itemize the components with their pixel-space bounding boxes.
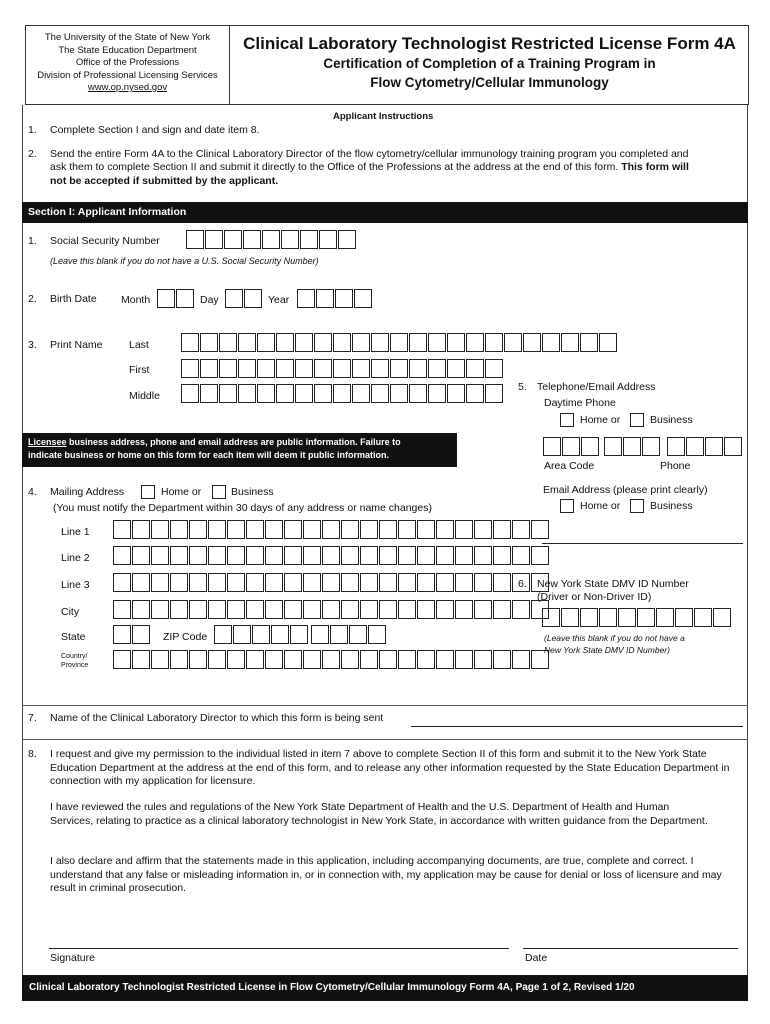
date-label: Date [525, 952, 548, 964]
form-subtitle-2: Flow Cytometry/Cellular Immunology [370, 75, 609, 90]
dmv-note-2: New York State DMV ID Number) [544, 645, 670, 655]
zip-input[interactable] [214, 625, 309, 644]
zip-label: ZIP Code [163, 631, 208, 643]
state-label: State [61, 631, 86, 643]
mailing-label: Mailing Address [50, 486, 125, 498]
section1-heading: Section I: Applicant Information [28, 206, 187, 218]
birth-month-input[interactable] [157, 289, 195, 308]
ssn-num: 1. [28, 235, 37, 247]
middle-name-label: Middle [129, 390, 160, 402]
dmv-num: 6. [518, 578, 527, 590]
left-rule [22, 105, 23, 975]
birth-label: Birth Date [50, 293, 97, 305]
email-input-line[interactable] [542, 543, 743, 544]
director-input-line[interactable] [411, 726, 743, 727]
middle-name-input[interactable] [181, 384, 504, 403]
email-home-checkbox[interactable] [560, 499, 574, 513]
email-business-checkbox[interactable] [630, 499, 644, 513]
birth-year-input[interactable] [297, 289, 373, 308]
birth-year-label: Year [268, 294, 290, 306]
birth-day-input[interactable] [225, 289, 263, 308]
mailing-business-label: Business [231, 486, 274, 498]
last-name-input[interactable] [181, 333, 618, 352]
section-divider [22, 705, 748, 706]
signature-line[interactable] [49, 948, 509, 949]
phone-num: 5. [518, 381, 527, 393]
right-rule [747, 105, 748, 975]
first-name-label: First [129, 364, 150, 376]
dmv-sub-label: (Driver or Non-Driver ID) [537, 591, 652, 603]
ssn-label: Social Security Number [50, 235, 160, 247]
area-code-input[interactable] [543, 437, 600, 456]
dmv-label: New York State DMV ID Number [537, 578, 689, 590]
address-line3-label: Line 3 [61, 579, 90, 591]
consent-para2: I have reviewed the rules and regulations of the New York State Department of Health and the U.S. Department of Health and Human Services, relating to practice as a clinical laboratory technologist in New York State, in accordance with written guidance from the Department. [50, 801, 708, 827]
org-line: Office of the Professions [75, 57, 180, 68]
country-label-2: Province [61, 662, 89, 669]
last-name-label: Last [129, 339, 149, 351]
form-title: Clinical Laboratory Technologist Restricted License Form 4A [243, 34, 736, 53]
mailing-home-checkbox[interactable] [141, 485, 155, 499]
instruction-2-text: ask them to complete Section II and submit it directly to the Office of the Professions at the address at the end of this form. [50, 161, 619, 173]
city-label: City [61, 606, 80, 618]
consent-num: 8. [28, 748, 37, 760]
address-line2-input[interactable] [113, 546, 550, 565]
area-code-label: Area Code [544, 460, 595, 472]
consent-para1: I request and give my permission to the individual listed in item 7 above to complete Section II of this form and submit it to the New York State Education Department at the address at the end of this form, and to release any other information requested by the State Education Department in connection with my application for licensure. [50, 748, 730, 787]
phone-prefix-input[interactable] [604, 437, 661, 456]
header-divider [229, 25, 230, 105]
ssn-note: (Leave this blank if you do not have a U.S. Social Security Number) [50, 256, 319, 266]
address-line1-input[interactable] [113, 520, 550, 539]
phone-sub-label: Phone [660, 460, 691, 472]
mailing-num: 4. [28, 486, 37, 498]
email-business-label: Business [650, 500, 693, 512]
consent-para3: I also declare and affirm that the statements made in this application, including accompanying documents, are true, complete and correct. I understand that any false or misleading information in, or in connection with, my application may be cause for denial or loss of licensure and may result in criminal prosecution. [50, 855, 722, 894]
org-line: The State Education Department [58, 44, 197, 56]
first-name-input[interactable] [181, 359, 504, 378]
footer-bar [22, 975, 748, 1001]
licensee-word: Licensee [28, 437, 67, 447]
signature-label: Signature [50, 952, 95, 964]
org-line: The University of the State of New York [44, 32, 211, 43]
phone-business-label: Business [650, 414, 693, 426]
birth-num: 2. [28, 293, 37, 305]
public-notice-line1: business address, phone and email address are public information. Failure to [66, 437, 401, 447]
phone-business-checkbox[interactable] [630, 413, 644, 427]
org-line: Division of Professional Licensing Services [37, 69, 218, 81]
instructions-heading: Applicant Instructions [333, 111, 434, 122]
mailing-home-label: Home or [161, 486, 202, 498]
instruction-1: Complete Section I and sign and date item 8. [50, 124, 260, 136]
header-org [26, 32, 229, 95]
website-link[interactable]: www.op.nysed.gov [87, 82, 168, 93]
public-notice-bar [22, 433, 457, 467]
zip-ext-input[interactable] [311, 625, 387, 644]
address-line2-label: Line 2 [61, 552, 90, 564]
form-subtitle-1: Certification of Completion of a Training Program in [323, 56, 656, 71]
dmv-note [544, 632, 685, 656]
instruction-2-line2 [50, 161, 689, 174]
email-label: Email Address (please print clearly) [543, 484, 708, 496]
daytime-phone-label: Daytime Phone [544, 397, 616, 409]
footer-text: Clinical Laboratory Technologist Restricted License in Flow Cytometry/Cellular Immunology Form 4A, Page 1 of 2, Revised 1/20 [29, 982, 635, 993]
phone-line-input[interactable] [667, 437, 743, 456]
name-num: 3. [28, 339, 37, 351]
dmv-note-1: (Leave this blank if you do not have a [544, 633, 685, 643]
director-label: Name of the Clinical Laboratory Director to which this form is being sent [50, 712, 384, 724]
email-home-label: Home or [580, 500, 621, 512]
instruction-2-line1: Send the entire Form 4A to the Clinical Laboratory Director of the flow cytometry/cellular immunology training program you completed and [50, 148, 689, 160]
address-line3-input[interactable] [113, 573, 550, 592]
instruction-2-bold-a: This form will [621, 161, 689, 173]
mailing-note: (You must notify the Department within 30 days of any address or name changes) [53, 502, 432, 514]
public-notice-line2: indicate business or home on this form for each item will deem it public information. [28, 450, 390, 460]
director-num: 7. [28, 712, 37, 724]
date-line[interactable] [523, 948, 738, 949]
phone-home-checkbox[interactable] [560, 413, 574, 427]
state-input[interactable] [113, 625, 151, 644]
country-label [61, 652, 88, 670]
address-line1-label: Line 1 [61, 526, 90, 538]
phone-home-label: Home or [580, 414, 621, 426]
ssn-input[interactable] [186, 230, 357, 249]
phone-label: Telephone/Email Address [537, 381, 656, 393]
section1-bar [22, 202, 748, 223]
mailing-business-checkbox[interactable] [212, 485, 226, 499]
country-input[interactable] [113, 650, 550, 669]
name-label: Print Name [50, 339, 103, 351]
section-divider [22, 739, 748, 740]
birth-day-label: Day [200, 294, 219, 306]
birth-month-label: Month [121, 294, 151, 306]
city-input[interactable] [113, 600, 550, 619]
instruction-2-num: 2. [28, 148, 37, 160]
instruction-2-line3: not be accepted if submitted by the applicant. [50, 175, 279, 187]
instruction-1-num: 1. [28, 124, 37, 136]
country-label-1: Country/ [61, 653, 88, 660]
dmv-input[interactable] [542, 608, 732, 627]
